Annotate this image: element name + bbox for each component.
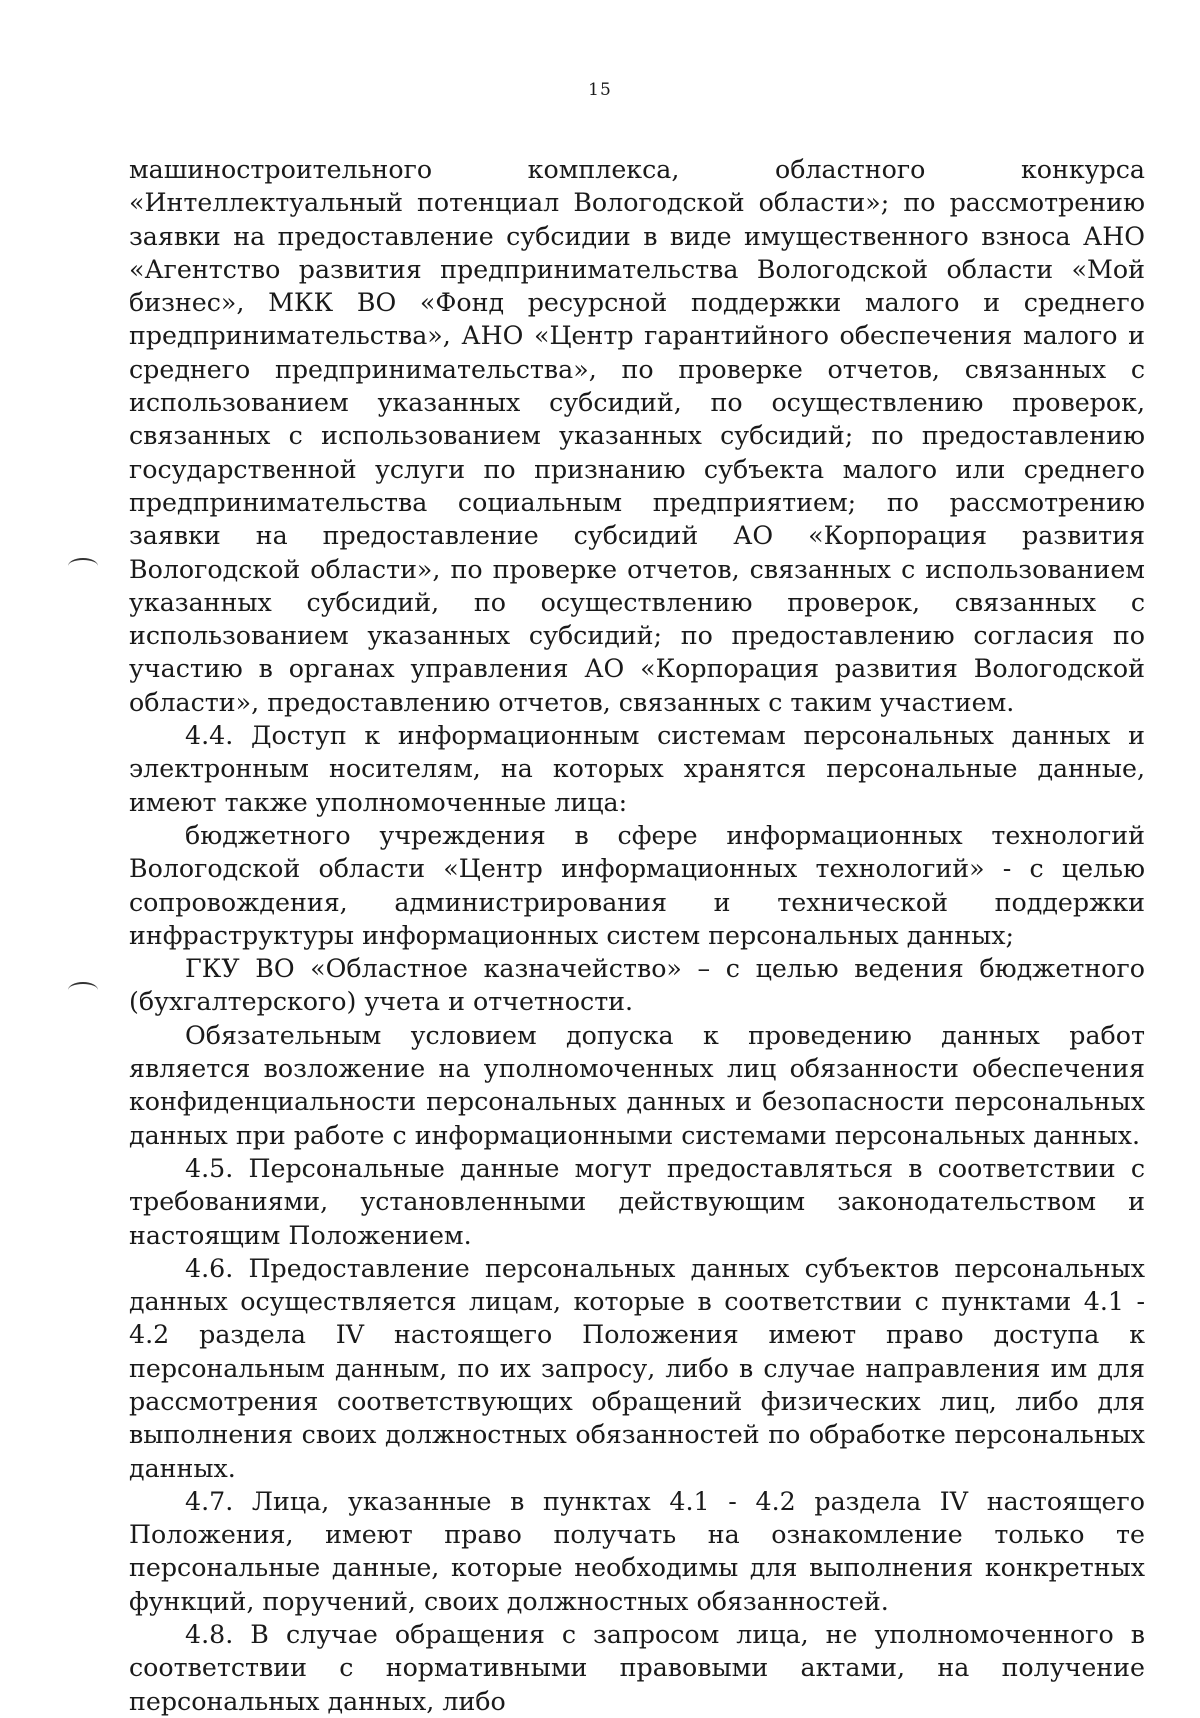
paragraph-continuation: машиностроительного комплекса, областного конкурса «Интеллектуальный потенциал Вологодской области»; по рассмотрению заявки на предоставление субсидии в виде имущественного взноса АНО «Агентство развития предпринимательства Вологодской области «Мой бизнес», МКК ВО «Фонд ресурсной поддержки малого и среднего предпринимательства», АНО «Центр гарантийного обеспечения малого и среднего предпринимательства», по проверке отчетов, связанных с использованием указанных субсидий, по осуществлению проверок, связанных с использованием указанных субсидий; по предоставлению государственной услуги по признанию субъекта малого или среднего предпринимательства социальным предприятием; по рассмотрению заявки на предоставление субсидий АО «Корпорация развития Вологодской области», по проверке отчетов, связанных с использованием указанных субсидий, по осуществлению проверок, связанных с использованием указанных субсидий; по предоставлению согласия по участию в органах управления АО «Корпорация развития Вологодской области», предоставлению отчетов, связанных с таким участием.: [129, 155, 1145, 717]
paragraph-4-7: 4.7. Лица, указанные в пунктах 4.1 - 4.2 раздела IV настоящего Положения, имеют право получать на ознакомление только те персональные данные, которые необходимы для выполнения конкретных функций, поручений, своих должностных обязанностей.: [129, 1486, 1145, 1616]
paragraph-4-6: 4.6. Предоставление персональных данных субъектов персональных данных осуществляется лицам, которые в соответствии с пунктами 4.1 - 4.2 раздела IV настоящего Положения имеют право доступа к персональным данным, по их запросу, либо в случае направления им для рассмотрения соответствующих обращений физических лиц, либо для выполнения своих должностных обязанностей по обработке персональных данных.: [129, 1253, 1145, 1483]
paragraph-4-4: 4.4. Доступ к информационным системам персональных данных и электронным носителям, на которых хранятся персональные данные, имеют также уполномоченные лица:: [129, 721, 1145, 817]
paragraph-4-8: 4.8. В случае обращения с запросом лица, не уполномоченного в соответствии с нормативными правовыми актами, на получение персональных данных, либо: [129, 1620, 1145, 1716]
page-number: 15: [588, 80, 612, 100]
paragraph-4-5: 4.5. Персональные данные могут предоставляться в соответствии с требованиями, установленными действующим законодательством и настоящим Положением.: [129, 1153, 1145, 1250]
paragraph-budget-institution: бюджетного учреждения в сфере информационных технологий Вологодской области «Центр информационных технологий» - с целью сопровождения, администрирования и технической поддержки инфраструктуры информационных систем персональных данных;: [129, 820, 1145, 950]
document-body: [129, 153, 1145, 1718]
paragraph-mandatory-condition: Обязательным условием допуска к проведению данных работ является возложение на уполномоченных лиц обязанности обеспечения конфиденциальности персональных данных и безопасности персональных данных при работе с информационными системами персональных данных.: [129, 1020, 1145, 1150]
paragraph-treasury: ГКУ ВО «Областное казначейство» – с целью ведения бюджетного (бухгалтерского) учета и отчетности.: [129, 954, 1145, 1017]
margin-mark-1: [68, 558, 98, 574]
margin-mark-2: [68, 982, 98, 998]
